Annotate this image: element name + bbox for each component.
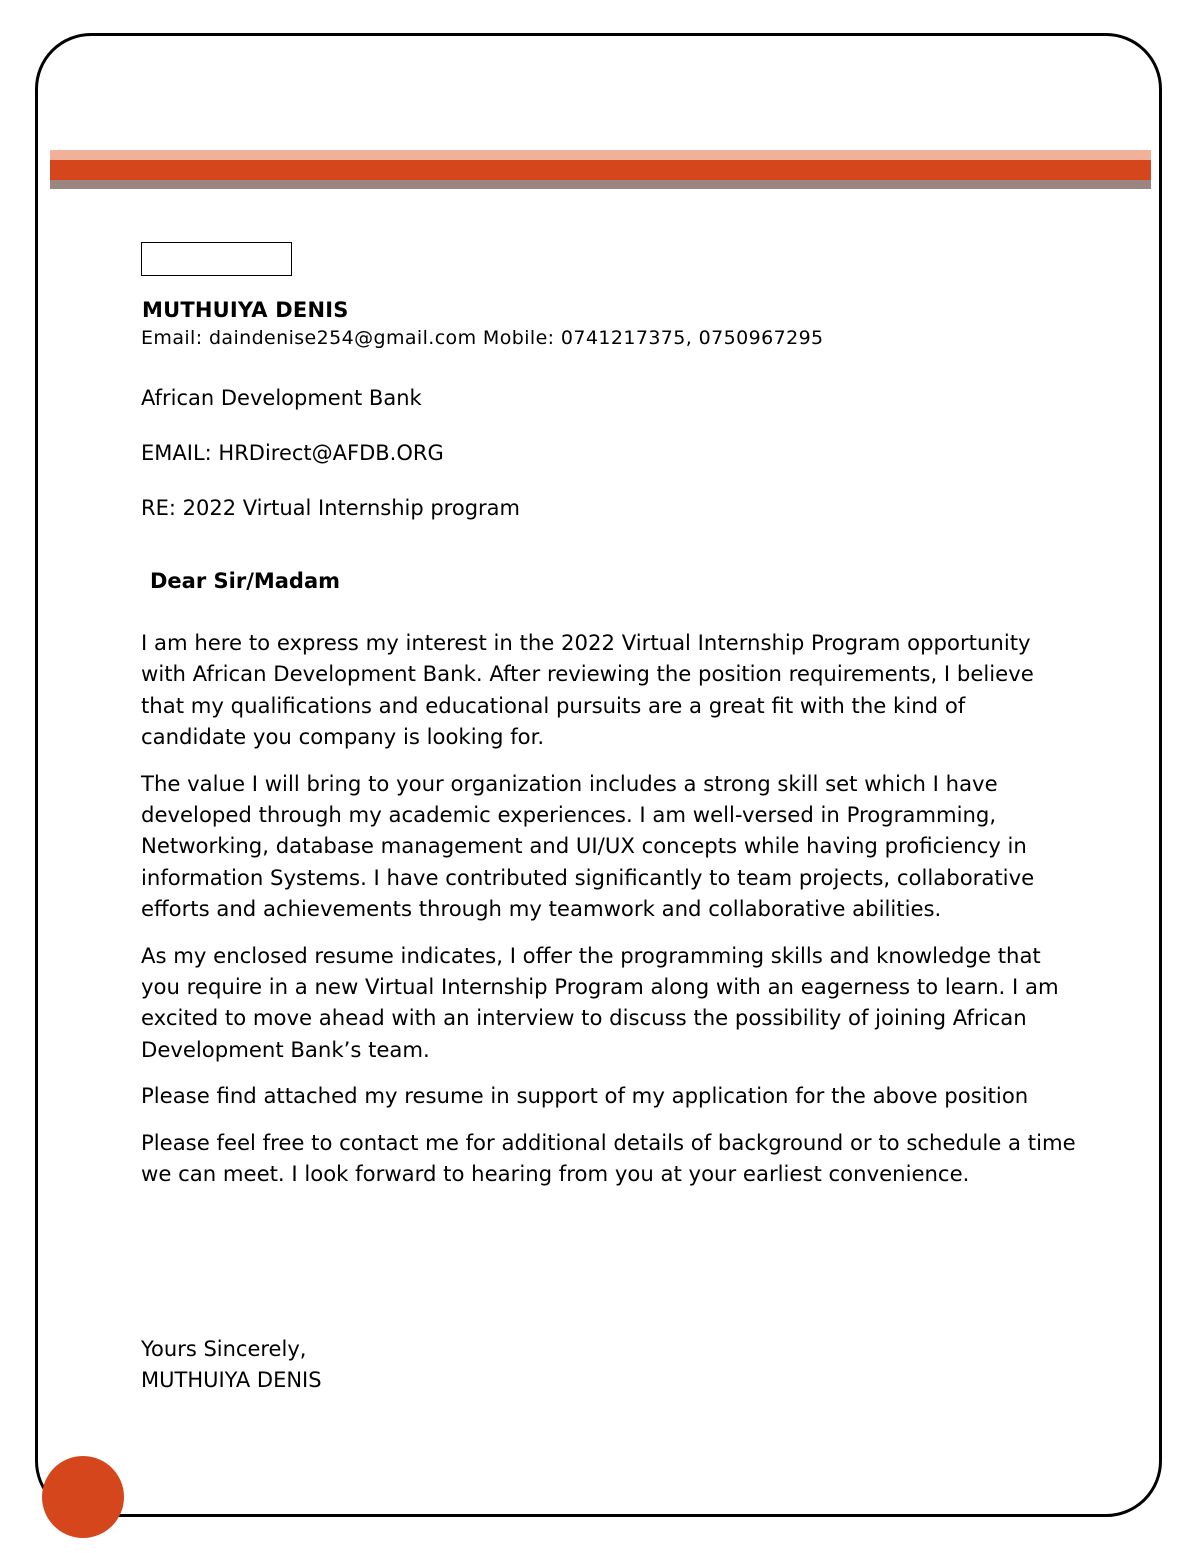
signature-name: MUTHUIYA DENIS (141, 1368, 322, 1392)
valediction: Yours Sincerely, (141, 1337, 307, 1361)
decorative-circle (42, 1456, 124, 1538)
header-band-light (50, 150, 1151, 160)
body-paragraph-value: The value I will bring to your organization includes a strong skill set which I have developed through my academic experiences. I am well-versed in Programming, Networking, database management and UI/UX concepts while having proficiency in information Systems. I have contributed significantly to team projects, collaborative efforts and achievements through my teamwork and collaborative abilities. (141, 770, 1035, 922)
letter-body (141, 627, 1076, 1205)
sender-name: MUTHUIYA DENIS (142, 298, 349, 322)
subject-line: RE: 2022 Virtual Internship program (141, 496, 520, 520)
empty-text-box (141, 242, 292, 276)
body-paragraph-interest: I am here to express my interest in the 2022 Virtual Internship Program opportunity with African Development Bank. After reviewing the position requirements, I believe that my qualifications and educational pursuits are a great fit with the kind of candidate you company is looking for. (141, 630, 1034, 750)
recipient-organization: African Development Bank (141, 386, 422, 410)
header-band-accent (50, 160, 1151, 180)
recipient-email: EMAIL: HRDirect@AFDB.ORG (141, 441, 444, 465)
body-paragraph-contact: Please feel free to contact me for additional details of background or to schedule a time we can meet. I look forward to hearing from you at your earliest convenience. (141, 1129, 1076, 1187)
sender-contact-line: Email: daindenise254@gmail.com Mobile: 0741217375, 0750967295 (141, 327, 824, 349)
body-paragraph-resume: As my enclosed resume indicates, I offer the programming skills and knowledge that you require in a new Virtual Internship Program along with an eagerness to learn. I am excited to move ahead with an interview to discuss the possibility of joining African Development Bank’s team. (141, 942, 1059, 1062)
salutation: Dear Sir/Madam (150, 569, 341, 593)
body-paragraph-attachment: Please find attached my resume in support of my application for the above position (141, 1083, 1029, 1109)
header-band-gray (50, 180, 1151, 189)
closing-block (141, 1334, 322, 1396)
